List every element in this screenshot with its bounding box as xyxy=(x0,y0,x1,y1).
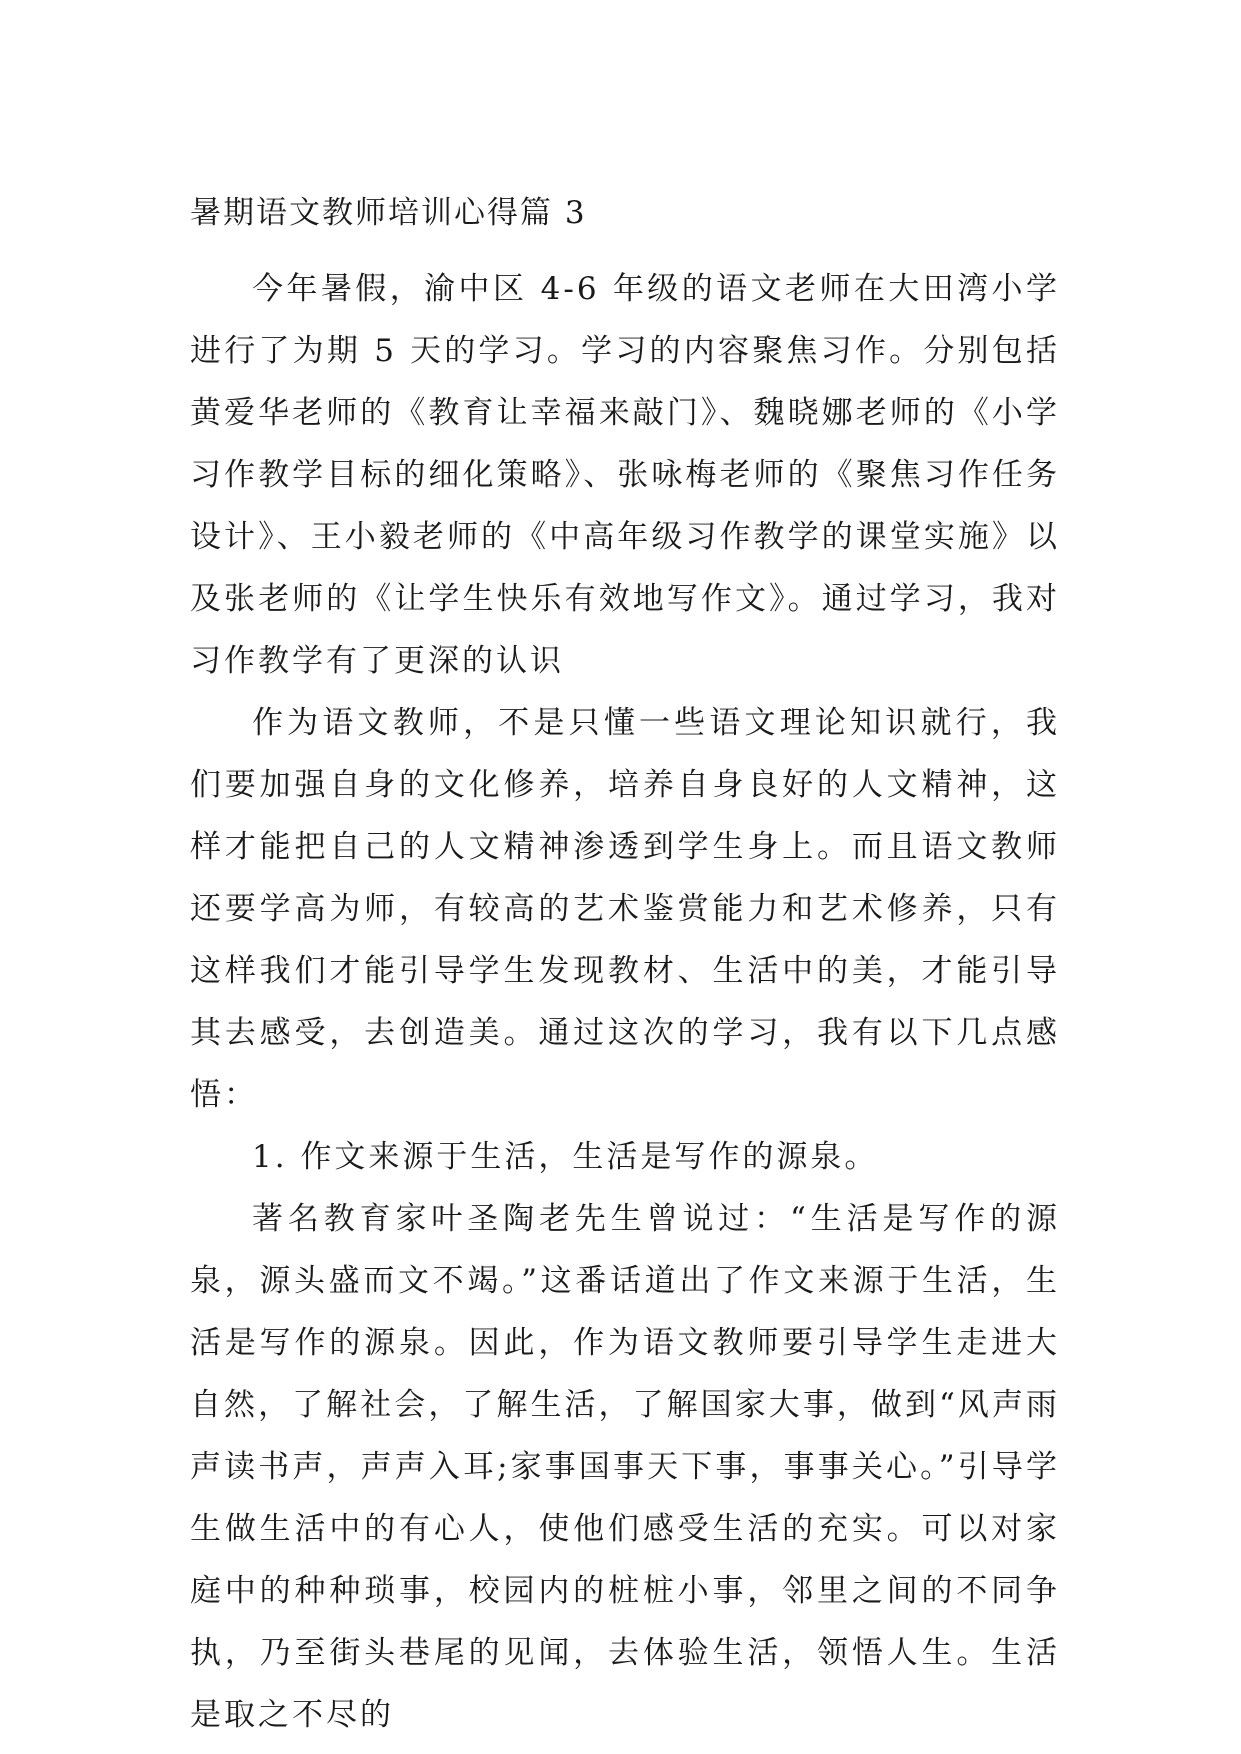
paragraph-point-1-heading: 1. 作文来源于生活，生活是写作的源泉。 xyxy=(252,1139,879,1175)
document-page xyxy=(190,193,1060,1746)
paragraph-intro: 今年暑假，渝中区 4-6 年级的语文老师在大田湾小学进行了为期 5 天的学习。学习的内容聚焦习作。分别包括黄爱华老师的《教育让幸福来敲门》、魏晓娜老师的《小学习作教学目标的细化策略》、张咏梅老师的《聚焦习作任务设计》、王小毅老师的《中高年级习作教学的课堂实施》以及张老师的《让学生快乐有效地写作文》。通过学习，我对习作教学有了更深的认识 xyxy=(190,271,1060,679)
paragraph-teacher-role: 作为语文教师，不是只懂一些语文理论知识就行，我们要加强自身的文化修养，培养自身良好的人文精神，这样才能把自己的人文精神渗透到学生身上。而且语文教师还要学高为师，有较高的艺术鉴赏能力和艺术修养，只有这样我们才能引导学生发现教材、生活中的美，才能引导其去感受，去创造美。通过这次的学习，我有以下几点感悟： xyxy=(190,705,1060,1113)
paragraph-point-1-body: 著名教育家叶圣陶老先生曾说过：“生活是写作的源泉，源头盛而文不竭。”这番话道出了作文来源于生活，生活是写作的源泉。因此，作为语文教师要引导学生走进大自然，了解社会，了解生活，了解国家大事，做到“风声雨声读书声，声声入耳;家事国事天下事，事事关心。”引导学生做生活中的有心人，使他们感受生活的充实。可以对家庭中的种种琐事，校园内的桩桩小事，邻里之间的不同争执，乃至街头巷尾的见闻，去体验生活，领悟人生。生活是取之不尽的 xyxy=(190,1201,1060,1733)
document-title: 暑期语文教师培训心得篇 3 xyxy=(190,195,587,231)
